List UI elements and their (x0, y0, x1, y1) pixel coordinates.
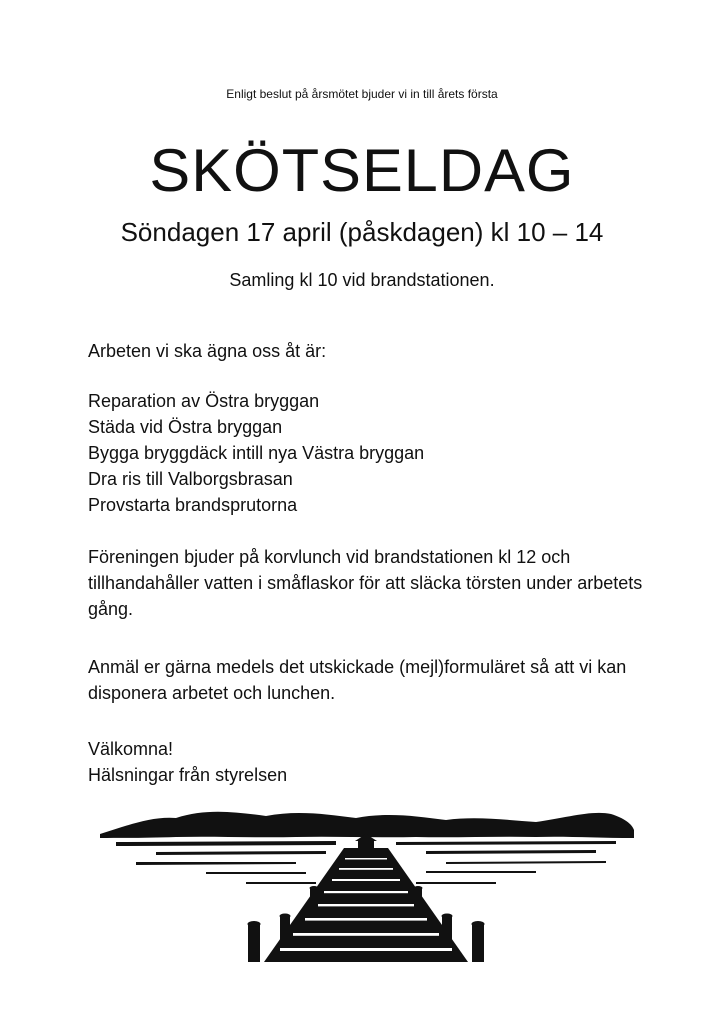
invitation-intro: Enligt beslut på årsmötet bjuder vi in till årets första (226, 87, 498, 101)
task-item: Dra ris till Valborgsbrasan (88, 469, 293, 489)
task-item: Provstarta brandsprutorna (88, 495, 298, 515)
signature-line: Hälsningar från styrelsen (88, 765, 288, 785)
task-item: Städa vid Östra bryggan (88, 417, 283, 437)
event-title: SKÖTSELDAG (149, 137, 575, 204)
pier-lake-icon (96, 796, 636, 962)
task-item: Bygga bryggdäck intill nya Västra bryggan (88, 443, 425, 463)
registration-paragraph: Anmäl er gärna medels det utskickade (mejl)formuläret så att vi kan disponera arbetet och lunchen. (88, 657, 627, 703)
task-list (88, 388, 648, 518)
tasks-heading: Arbeten vi ska ägna oss åt är: (88, 341, 327, 361)
event-date: Söndagen 17 april (påskdagen) kl 10 – 14 (120, 217, 604, 247)
task-item: Reparation av Östra bryggan (88, 391, 320, 411)
gathering-info: Samling kl 10 vid brandstationen. (229, 270, 495, 290)
lunch-paragraph: Föreningen bjuder på korvlunch vid brandstationen kl 12 och tillhandahåller vatten i småflaskor för att släcka törsten under arbetets gång. (88, 547, 643, 619)
welcome-line: Välkomna! (88, 739, 174, 759)
